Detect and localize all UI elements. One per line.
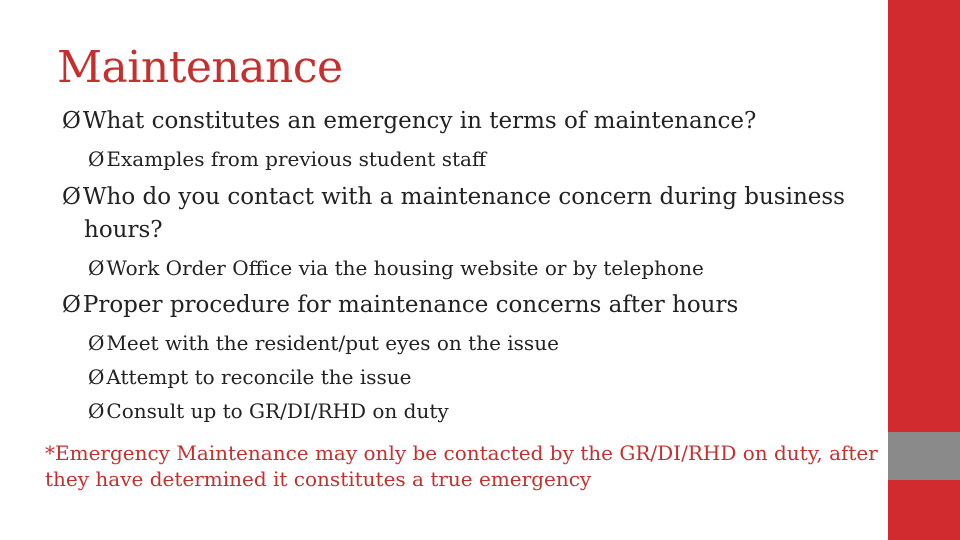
arrow-bullet-icon: Ø: [88, 147, 105, 171]
arrow-bullet-icon: Ø: [88, 365, 105, 389]
bullet-level1-item: [62, 108, 756, 134]
slide-title: Maintenance: [57, 42, 343, 93]
right-accent-bar-gray: [888, 432, 960, 480]
bullet-level1-item: [62, 184, 845, 210]
bullet-text: Consult up to GR/DI/RHD on duty: [106, 399, 449, 423]
arrow-bullet-icon: Ø: [62, 292, 81, 318]
arrow-bullet-icon: Ø: [62, 184, 81, 210]
bullet-text: What constitutes an emergency in terms of maintenance?: [82, 108, 757, 134]
arrow-bullet-icon: Ø: [88, 399, 105, 423]
emergency-note: *Emergency Maintenance may only be contacted by the GR/DI/RHD on duty, after they have determined it constitutes a true emergency: [45, 441, 878, 491]
bullet-level2-item: [88, 365, 411, 389]
bullet-level2-item: [88, 331, 559, 355]
bullet-text-continuation: hours?: [84, 217, 163, 243]
bullet-level2-item: [88, 147, 486, 171]
right-accent-bar-red-bottom: [888, 480, 960, 540]
arrow-bullet-icon: Ø: [88, 256, 105, 280]
right-accent-bar-red: [888, 0, 960, 432]
bullet-text: Who do you contact with a maintenance concern during business: [82, 184, 845, 210]
bullet-level2-item: [88, 256, 704, 280]
bullet-text: Work Order Office via the housing website or by telephone: [106, 256, 704, 280]
bullet-text: Attempt to reconcile the issue: [106, 365, 412, 389]
bullet-level2-item: [88, 399, 449, 423]
bullet-text: Meet with the resident/put eyes on the issue: [106, 331, 559, 355]
bullet-text: Proper procedure for maintenance concerns after hours: [82, 292, 739, 318]
bullet-text: Examples from previous student staff: [106, 147, 487, 171]
bullet-level1-item: [62, 292, 738, 318]
arrow-bullet-icon: Ø: [62, 108, 81, 134]
arrow-bullet-icon: Ø: [88, 331, 105, 355]
